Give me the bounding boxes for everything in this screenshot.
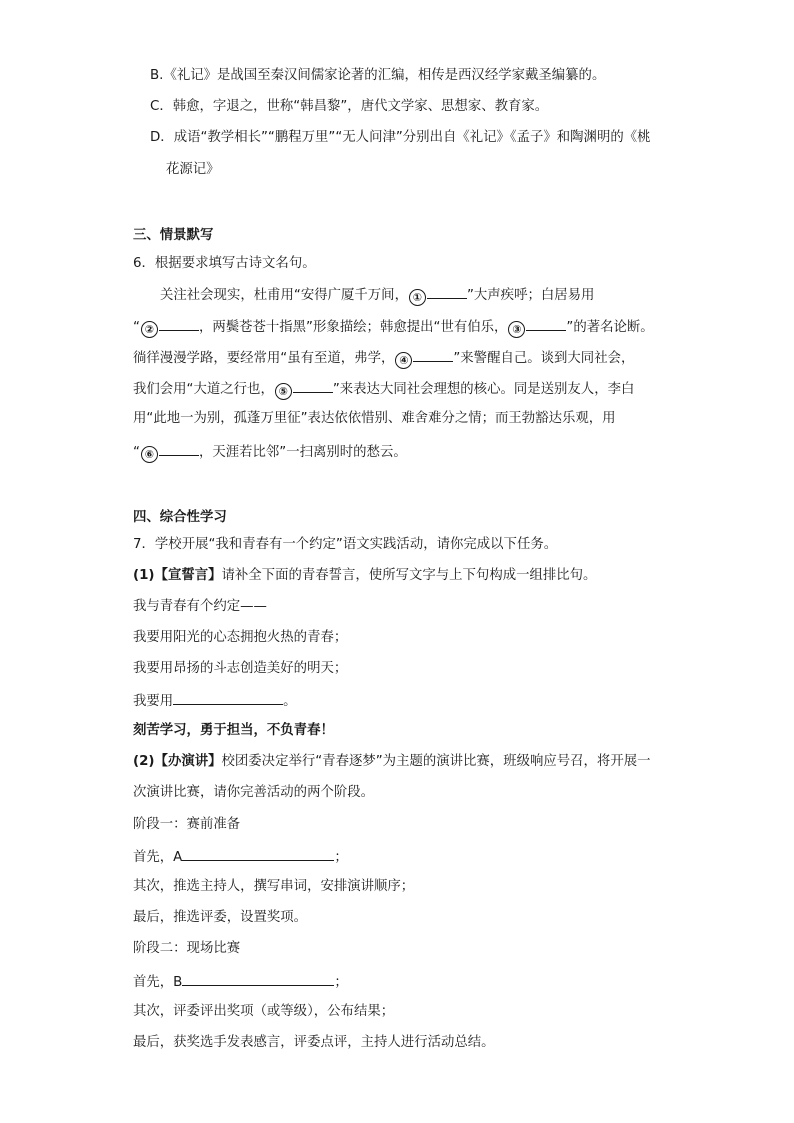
text: ，天涯若比邻”一扫离别时的愁云。 bbox=[198, 445, 407, 460]
text: 请补全下面的青春誓言，使所写文字与上下句构成一组排比句。 bbox=[221, 568, 597, 583]
answer-blank-2[interactable] bbox=[159, 316, 199, 331]
stage-1-step-1 bbox=[133, 846, 348, 868]
answer-blank-1[interactable] bbox=[427, 284, 467, 299]
dictation-line-1 bbox=[160, 284, 594, 306]
dictation-line-6 bbox=[133, 441, 407, 463]
task-2-prompt-line1 bbox=[133, 752, 651, 772]
stage-2-answer-blank[interactable] bbox=[182, 971, 334, 986]
dictation-line-4 bbox=[133, 378, 634, 400]
stage-1-title: 阶段一：赛前准备 bbox=[133, 817, 241, 832]
stage-2-step-1 bbox=[133, 971, 348, 993]
text: ”大声疾呼；白居易用 bbox=[466, 288, 595, 303]
option-c: C．韩愈，字退之，世称“韩昌黎”，唐代文学家、思想家、教育家。 bbox=[150, 99, 549, 114]
oath-line-4: 刻苦学习，勇于担当，不负青春！ bbox=[133, 723, 334, 738]
text: 我们会用“大道之行也， bbox=[133, 382, 274, 397]
text: ； bbox=[334, 975, 348, 990]
answer-blank-5[interactable] bbox=[293, 378, 333, 393]
option-d-line1: D．成语“教学相长”“鹏程万里”“无人问津”分别出自《礼记》《孟子》和陶渊明的《桃 bbox=[150, 130, 651, 145]
option-d-line2: 花源记》 bbox=[166, 162, 220, 177]
stage-1-step-3: 最后，推选评委，设置奖项。 bbox=[133, 910, 308, 925]
text: 我要用 bbox=[133, 694, 174, 709]
text: 校团委决定举行“青春逐梦”为主题的演讲比赛，班级响应号召，将开展一 bbox=[221, 754, 651, 769]
text: 首先，B bbox=[133, 975, 183, 990]
blank-marker-2: ② bbox=[141, 321, 158, 338]
text: 徜徉漫漫学路，要经常用“虽有至道，弗学， bbox=[133, 351, 395, 366]
dictation-line-2 bbox=[133, 316, 654, 338]
section-heading-4: 四、综合性学习 bbox=[133, 510, 227, 525]
dictation-line-3 bbox=[133, 347, 634, 369]
stage-2-step-2: 其次，评委评出奖项（或等级），公布结果； bbox=[133, 1004, 395, 1019]
blank-marker-3: ③ bbox=[508, 321, 525, 338]
text: ，两鬓苍苍十指黑”形象描绘；韩愈提出“世有伯乐， bbox=[198, 320, 508, 335]
text: ”来警醒自己。谈到大同社会， bbox=[453, 351, 635, 366]
text: “ bbox=[133, 320, 140, 335]
task-2-prompt-line2: 次演讲比赛，请你完善活动的两个阶段。 bbox=[133, 785, 375, 800]
oath-line-2: 我要用昂扬的斗志创造美好的明天； bbox=[133, 661, 348, 676]
dictation-line-5: 用“此地一为别，孤蓬万里征”表达依依惜别、难舍难分之情；而王勃豁达乐观，用 bbox=[133, 411, 616, 426]
task-1-prompt bbox=[133, 566, 596, 586]
option-b: B.《礼记》是战国至秦汉间儒家论著的汇编，相传是西汉经学家戴圣编纂的。 bbox=[150, 68, 606, 83]
answer-blank-3[interactable] bbox=[526, 316, 566, 331]
text: ； bbox=[334, 850, 348, 865]
blank-marker-1: ① bbox=[409, 289, 426, 306]
task-2-label: (2)【办演讲】 bbox=[133, 754, 222, 769]
oath-line-0: 我与青春有个约定—— bbox=[133, 599, 267, 614]
text: 。 bbox=[283, 694, 297, 709]
blank-marker-6: ⑥ bbox=[141, 446, 158, 463]
blank-marker-5: ⑤ bbox=[275, 383, 292, 400]
answer-blank-4[interactable] bbox=[413, 347, 453, 362]
section-heading-3: 三、情景默写 bbox=[133, 228, 214, 243]
text: ”来表达大同社会理想的核心。同是送别友人，李白 bbox=[332, 382, 635, 397]
answer-blank-6[interactable] bbox=[159, 441, 199, 456]
stage-1-answer-blank[interactable] bbox=[182, 846, 334, 861]
stage-2-step-3: 最后，获奖选手发表感言，评委点评，主持人进行活动总结。 bbox=[133, 1035, 495, 1050]
text: 关注社会现实，杜甫用“安得广厦千万间， bbox=[160, 288, 408, 303]
stage-2-title: 阶段二：现场比赛 bbox=[133, 941, 241, 956]
blank-marker-4: ④ bbox=[395, 352, 412, 369]
question-6: 6．根据要求填写古诗文名句。 bbox=[133, 256, 316, 271]
stage-1-step-2: 其次，推选主持人，撰写串词，安排演讲顺序； bbox=[133, 879, 415, 894]
oath-line-1: 我要用阳光的心态拥抱火热的青春； bbox=[133, 630, 348, 645]
oath-line-3 bbox=[133, 690, 297, 712]
question-7: 7．学校开展“我和青春有一个约定”语文实践活动，请你完成以下任务。 bbox=[133, 537, 558, 552]
task-1-label: (1)【宣誓言】 bbox=[133, 568, 222, 583]
text: “ bbox=[133, 445, 140, 460]
text: 首先，A bbox=[133, 850, 183, 865]
oath-answer-blank[interactable] bbox=[173, 690, 283, 705]
text: ”的著名论断。 bbox=[566, 320, 654, 335]
